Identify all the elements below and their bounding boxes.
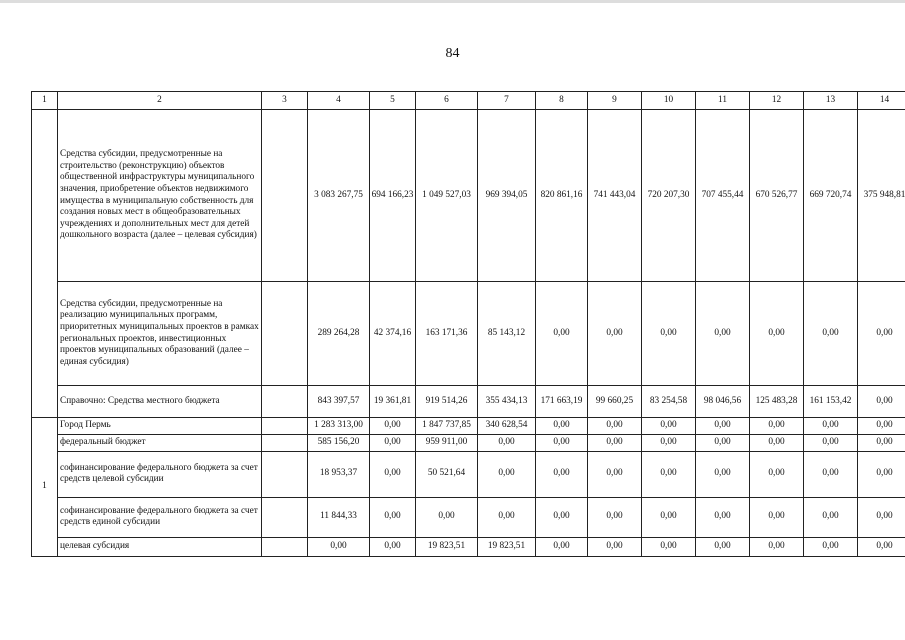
value-cell: 125 483,28 <box>750 386 804 418</box>
value-cell: 0,00 <box>858 434 905 451</box>
value-cell: 85 143,12 <box>478 282 536 386</box>
value-cell: 0,00 <box>588 418 642 435</box>
value-cell <box>262 418 308 435</box>
row-number-cell <box>32 110 58 418</box>
value-cell: 0,00 <box>750 451 804 497</box>
value-cell: 0,00 <box>478 434 536 451</box>
value-cell: 0,00 <box>804 497 858 537</box>
value-cell: 0,00 <box>750 282 804 386</box>
value-cell: 340 628,54 <box>478 418 536 435</box>
column-header: 2 <box>58 92 262 110</box>
table-row <box>32 434 905 451</box>
value-cell: 0,00 <box>804 434 858 451</box>
value-cell: 0,00 <box>536 418 588 435</box>
value-cell: 1 847 737,85 <box>416 418 478 435</box>
column-header: 6 <box>416 92 478 110</box>
value-cell: 0,00 <box>536 451 588 497</box>
value-cell: 3 083 267,75 <box>308 110 370 282</box>
value-cell: 0,00 <box>478 451 536 497</box>
table-row <box>32 497 905 537</box>
value-cell: 42 374,16 <box>370 282 416 386</box>
row-name: софинансирование федерального бюджета за счет средств единой субсидии <box>58 497 262 537</box>
value-cell: 0,00 <box>588 537 642 556</box>
value-cell: 0,00 <box>858 451 905 497</box>
value-cell: 355 434,13 <box>478 386 536 418</box>
value-cell: 19 823,51 <box>478 537 536 556</box>
value-cell: 0,00 <box>642 537 696 556</box>
value-cell: 161 153,42 <box>804 386 858 418</box>
value-cell: 0,00 <box>750 537 804 556</box>
value-cell <box>262 497 308 537</box>
column-header: 1 <box>32 92 58 110</box>
value-cell: 0,00 <box>858 386 905 418</box>
value-cell: 0,00 <box>696 418 750 435</box>
row-name: целевая субсидия <box>58 537 262 556</box>
value-cell: 0,00 <box>696 434 750 451</box>
value-cell: 843 397,57 <box>308 386 370 418</box>
value-cell: 0,00 <box>750 418 804 435</box>
value-cell: 0,00 <box>642 451 696 497</box>
value-cell: 0,00 <box>536 282 588 386</box>
column-header: 13 <box>804 92 858 110</box>
group-number: 1 <box>32 418 58 557</box>
value-cell: 919 514,26 <box>416 386 478 418</box>
value-cell: 0,00 <box>588 282 642 386</box>
budget-table <box>31 91 905 557</box>
column-header: 11 <box>696 92 750 110</box>
value-cell <box>262 451 308 497</box>
value-cell: 0,00 <box>536 537 588 556</box>
value-cell: 289 264,28 <box>308 282 370 386</box>
column-header: 10 <box>642 92 696 110</box>
value-cell: 820 861,16 <box>536 110 588 282</box>
value-cell <box>262 110 308 282</box>
value-cell: 0,00 <box>370 497 416 537</box>
row-name: федеральный бюджет <box>58 434 262 451</box>
value-cell: 0,00 <box>642 282 696 386</box>
row-name: Город Пермь <box>58 418 262 435</box>
value-cell: 1 283 313,00 <box>308 418 370 435</box>
value-cell: 18 953,37 <box>308 451 370 497</box>
value-cell: 585 156,20 <box>308 434 370 451</box>
value-cell: 0,00 <box>804 451 858 497</box>
column-header: 8 <box>536 92 588 110</box>
value-cell: 0,00 <box>858 418 905 435</box>
value-cell <box>262 282 308 386</box>
column-header: 5 <box>370 92 416 110</box>
value-cell: 0,00 <box>370 537 416 556</box>
value-cell: 0,00 <box>588 434 642 451</box>
column-header: 9 <box>588 92 642 110</box>
table-row <box>32 282 905 386</box>
column-header: 4 <box>308 92 370 110</box>
row-name: Средства субсидии, предусмотренные на реализацию муниципальных программ, приоритетных муниципальных проектов в рамках региональных проектов, инвестиционных проектов муниципальных образований (далее – единая субсидия) <box>58 282 262 386</box>
value-cell: 0,00 <box>804 418 858 435</box>
value-cell: 0,00 <box>416 497 478 537</box>
row-name: Справочно: Средства местного бюджета <box>58 386 262 418</box>
value-cell: 0,00 <box>642 497 696 537</box>
value-cell: 0,00 <box>804 282 858 386</box>
value-cell: 0,00 <box>308 537 370 556</box>
value-cell: 375 948,81 <box>858 110 905 282</box>
value-cell: 0,00 <box>750 434 804 451</box>
value-cell: 98 046,56 <box>696 386 750 418</box>
value-cell: 0,00 <box>696 537 750 556</box>
column-header: 7 <box>478 92 536 110</box>
value-cell: 0,00 <box>696 282 750 386</box>
column-header: 12 <box>750 92 804 110</box>
table-row <box>32 537 905 556</box>
table-row <box>32 386 905 418</box>
value-cell: 163 171,36 <box>416 282 478 386</box>
table-row <box>32 110 905 282</box>
value-cell: 50 521,64 <box>416 451 478 497</box>
table-row <box>32 418 905 435</box>
value-cell: 720 207,30 <box>642 110 696 282</box>
value-cell: 0,00 <box>370 418 416 435</box>
value-cell: 0,00 <box>858 537 905 556</box>
value-cell: 670 526,77 <box>750 110 804 282</box>
value-cell: 19 361,81 <box>370 386 416 418</box>
value-cell <box>262 386 308 418</box>
value-cell: 0,00 <box>588 451 642 497</box>
value-cell <box>262 537 308 556</box>
value-cell: 83 254,58 <box>642 386 696 418</box>
value-cell: 707 455,44 <box>696 110 750 282</box>
value-cell: 0,00 <box>696 451 750 497</box>
header-row <box>32 92 905 110</box>
table-row <box>32 451 905 497</box>
value-cell: 0,00 <box>588 497 642 537</box>
scan-edge <box>0 0 905 3</box>
value-cell: 0,00 <box>858 282 905 386</box>
value-cell: 0,00 <box>804 537 858 556</box>
value-cell: 669 720,74 <box>804 110 858 282</box>
value-cell: 99 660,25 <box>588 386 642 418</box>
value-cell: 0,00 <box>696 497 750 537</box>
value-cell: 0,00 <box>478 497 536 537</box>
value-cell: 0,00 <box>370 434 416 451</box>
row-name: софинансирование федерального бюджета за счет средств целевой субсидии <box>58 451 262 497</box>
value-cell: 19 823,51 <box>416 537 478 556</box>
value-cell: 171 663,19 <box>536 386 588 418</box>
value-cell: 969 394,05 <box>478 110 536 282</box>
column-header: 3 <box>262 92 308 110</box>
value-cell: 0,00 <box>750 497 804 537</box>
value-cell: 0,00 <box>642 434 696 451</box>
value-cell <box>262 434 308 451</box>
value-cell: 0,00 <box>642 418 696 435</box>
value-cell: 959 911,00 <box>416 434 478 451</box>
value-cell: 694 166,23 <box>370 110 416 282</box>
page-number: 84 <box>445 46 460 61</box>
column-header: 14 <box>858 92 905 110</box>
value-cell: 741 443,04 <box>588 110 642 282</box>
value-cell: 0,00 <box>858 497 905 537</box>
value-cell: 0,00 <box>370 451 416 497</box>
value-cell: 0,00 <box>536 434 588 451</box>
value-cell: 11 844,33 <box>308 497 370 537</box>
value-cell: 1 049 527,03 <box>416 110 478 282</box>
row-name: Средства субсидии, предусмотренные на строительство (реконструкцию) объектов общественной инфраструктуры муниципального значения, приобретение объектов недвижимого имущества в муниципальную собственность для создания новых мест в общеобразовательных учреждениях и дополнительных мест для детей дошкольного возраста (далее – целевая субсидия) <box>58 110 262 282</box>
value-cell: 0,00 <box>536 497 588 537</box>
